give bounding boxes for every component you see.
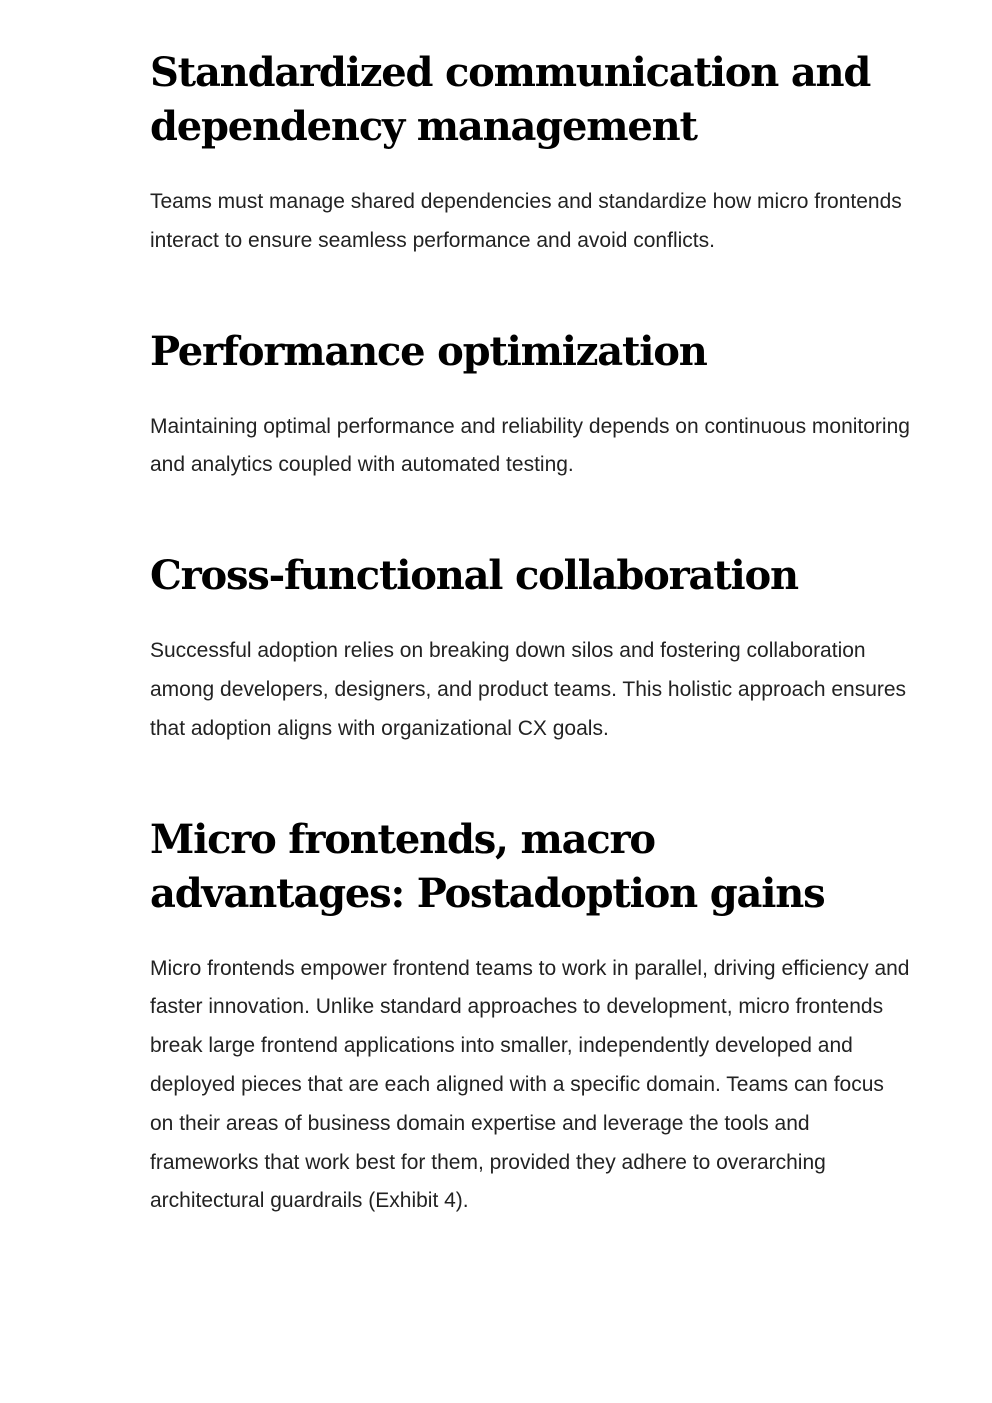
section-paragraph: Successful adoption relies on breaking down silos and fostering collaboration among developers, designers, and product teams. This holistic approach ensures that adoption aligns with organizational CX goals. (150, 639, 907, 740)
section-paragraph: Teams must manage shared dependencies and standardize how micro frontends interact to ensure seamless performance and avoid conflicts. (150, 190, 902, 252)
section-postadoption-gains (150, 813, 910, 1222)
section-dependency-management (150, 46, 910, 261)
section-paragraph: Micro frontends empower frontend teams to work in parallel, driving efficiency and faster innovation. Unlike standard approaches to development, micro frontends break large frontend applications into smaller, independently developed and deployed pieces that are each aligned with a specific domain. Teams can focus on their areas of business domain expertise and leverage the tools and frameworks that work best for them, provided they adhere to overarching architectural guardrails (Exhibit 4). (150, 956, 910, 1213)
section-performance-optimization (150, 325, 910, 486)
section-cross-functional-collaboration (150, 549, 910, 748)
section-heading: Cross-functional collaboration (150, 552, 798, 600)
section-heading: Micro frontends, macro advantages: Postadoption gains (150, 815, 825, 917)
section-paragraph: Maintaining optimal performance and reliability depends on continuous monitoring and analytics coupled with automated testing. (150, 414, 910, 477)
article-content (150, 46, 910, 1221)
section-heading: Performance optimization (150, 327, 707, 375)
section-heading: Standardized communication and dependency management (150, 49, 871, 150)
